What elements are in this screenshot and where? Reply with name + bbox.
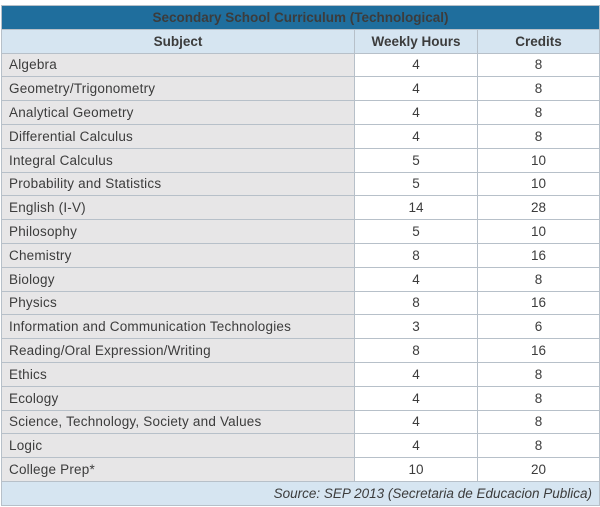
subject-cell: Ecology xyxy=(2,386,355,410)
weekly-hours-cell: 8 xyxy=(355,243,478,267)
table-row xyxy=(2,148,600,172)
weekly-hours-cell: 5 xyxy=(355,220,478,244)
subject-cell: Probability and Statistics xyxy=(2,172,355,196)
table-title-row xyxy=(2,6,600,30)
weekly-hours-cell: 4 xyxy=(355,53,478,77)
subject-cell: Science, Technology, Society and Values xyxy=(2,410,355,434)
subject-cell: Integral Calculus xyxy=(2,148,355,172)
weekly-hours-cell: 10 xyxy=(355,458,478,482)
subject-cell: English (I-V) xyxy=(2,196,355,220)
column-header-row xyxy=(2,29,600,53)
table-row xyxy=(2,243,600,267)
subject-cell: Information and Communication Technologies xyxy=(2,315,355,339)
table-row xyxy=(2,291,600,315)
table-row xyxy=(2,124,600,148)
weekly-hours-cell: 5 xyxy=(355,148,478,172)
table-row xyxy=(2,458,600,482)
source-note: Source: SEP 2013 (Secretaria de Educacion Publica) xyxy=(2,481,600,505)
credits-cell: 8 xyxy=(478,267,600,291)
table-row xyxy=(2,362,600,386)
weekly-hours-cell: 4 xyxy=(355,386,478,410)
table-row xyxy=(2,434,600,458)
subject-cell: Biology xyxy=(2,267,355,291)
weekly-hours-cell: 8 xyxy=(355,339,478,363)
credits-cell: 8 xyxy=(478,386,600,410)
credits-cell: 6 xyxy=(478,315,600,339)
source-row xyxy=(2,481,600,505)
weekly-hours-cell: 3 xyxy=(355,315,478,339)
credits-cell: 8 xyxy=(478,434,600,458)
subject-cell: Reading/Oral Expression/Writing xyxy=(2,339,355,363)
curriculum-table xyxy=(1,5,600,506)
credits-cell: 10 xyxy=(478,220,600,244)
weekly-hours-cell: 5 xyxy=(355,172,478,196)
subject-cell: Ethics xyxy=(2,362,355,386)
credits-cell: 16 xyxy=(478,243,600,267)
table-row xyxy=(2,172,600,196)
credits-cell: 8 xyxy=(478,101,600,125)
subject-cell: Algebra xyxy=(2,53,355,77)
subject-cell: College Prep* xyxy=(2,458,355,482)
weekly-hours-cell: 4 xyxy=(355,124,478,148)
subject-cell: Philosophy xyxy=(2,220,355,244)
table-row xyxy=(2,196,600,220)
table-row xyxy=(2,77,600,101)
credits-cell: 8 xyxy=(478,77,600,101)
header-credits: Credits xyxy=(478,29,600,53)
subject-cell: Logic xyxy=(2,434,355,458)
credits-cell: 16 xyxy=(478,291,600,315)
table-body xyxy=(2,53,600,481)
header-weekly-hours: Weekly Hours xyxy=(355,29,478,53)
credits-cell: 10 xyxy=(478,148,600,172)
table-row xyxy=(2,339,600,363)
table-title: Secondary School Curriculum (Technological) xyxy=(2,6,600,30)
credits-cell: 8 xyxy=(478,362,600,386)
weekly-hours-cell: 4 xyxy=(355,434,478,458)
weekly-hours-cell: 4 xyxy=(355,362,478,386)
weekly-hours-cell: 4 xyxy=(355,101,478,125)
credits-cell: 8 xyxy=(478,410,600,434)
table-row xyxy=(2,101,600,125)
table-row xyxy=(2,315,600,339)
subject-cell: Analytical Geometry xyxy=(2,101,355,125)
subject-cell: Differential Calculus xyxy=(2,124,355,148)
subject-cell: Physics xyxy=(2,291,355,315)
subject-cell: Chemistry xyxy=(2,243,355,267)
table-row xyxy=(2,53,600,77)
table-row xyxy=(2,220,600,244)
weekly-hours-cell: 4 xyxy=(355,267,478,291)
credits-cell: 10 xyxy=(478,172,600,196)
credits-cell: 8 xyxy=(478,53,600,77)
credits-cell: 28 xyxy=(478,196,600,220)
credits-cell: 20 xyxy=(478,458,600,482)
weekly-hours-cell: 8 xyxy=(355,291,478,315)
credits-cell: 8 xyxy=(478,124,600,148)
header-subject: Subject xyxy=(2,29,355,53)
table-row xyxy=(2,410,600,434)
weekly-hours-cell: 14 xyxy=(355,196,478,220)
credits-cell: 16 xyxy=(478,339,600,363)
subject-cell: Geometry/Trigonometry xyxy=(2,77,355,101)
weekly-hours-cell: 4 xyxy=(355,410,478,434)
table-row xyxy=(2,386,600,410)
weekly-hours-cell: 4 xyxy=(355,77,478,101)
table-row xyxy=(2,267,600,291)
